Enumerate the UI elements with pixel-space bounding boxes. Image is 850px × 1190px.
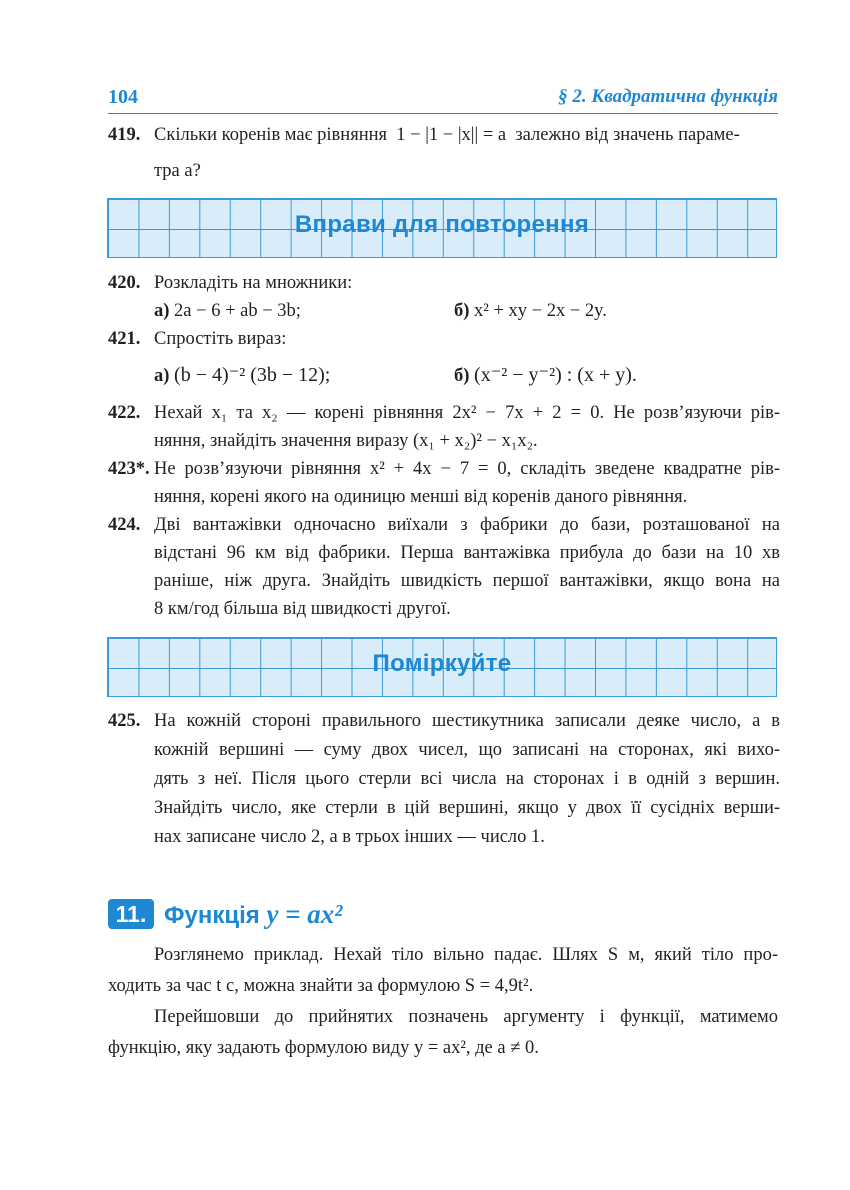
- subitem-label: б): [454, 366, 470, 386]
- problem-number: 425.: [108, 711, 141, 731]
- problem-text-line: [154, 122, 740, 149]
- section-formula: y = ax²: [266, 899, 343, 929]
- expression: (x⁻² − y⁻²) : (x + y).: [474, 364, 637, 386]
- expression: x² + xy − 2x − 2y.: [474, 301, 607, 321]
- problem-text: Спростіть вираз:: [154, 329, 287, 349]
- problem-421: [108, 326, 780, 388]
- problem-text: Скільки коренів має рівняння: [154, 125, 388, 145]
- problem-424: [108, 512, 780, 624]
- section-title-text: Функція: [164, 902, 260, 929]
- body-paragraph-1: [108, 940, 778, 1002]
- page-number: 104: [108, 86, 138, 108]
- problem-text-line: нах записане число 2, а в трьох інших — число 1.: [154, 827, 545, 847]
- problem-text-line: Не розв’язуючи рівняння x² + 4x − 7 = 0, складіть зведене квадратне рів-: [154, 459, 780, 479]
- problem-text-line: дять з неї. Після цього стерли всі числа на сторонах і в одній з вершин.: [154, 769, 780, 789]
- think-band: [107, 637, 777, 697]
- subitem-a: [154, 298, 301, 325]
- equation: 1 − |1 − |x|| = a: [396, 125, 507, 145]
- problem-number: 424.: [108, 515, 141, 535]
- page-header: [108, 86, 778, 112]
- body-paragraph-2: [108, 1002, 778, 1064]
- review-exercises-band: [107, 198, 777, 258]
- band-title: Поміркуйте: [372, 650, 512, 677]
- problem-number: 421.: [108, 329, 141, 349]
- problem-text-line: няння, знайдіть значення виразу (x₁ + x₂)² − x₁x₂.: [154, 431, 538, 451]
- problem-text-line: На кожній стороні правильного шестикутника записали деяке число, а в: [154, 711, 780, 731]
- problem-text-line: 8 км/год більша від швидкості другої.: [154, 599, 451, 619]
- running-section-title: § 2. Квадратична функція: [558, 86, 778, 107]
- section-number-badge: 11.: [108, 899, 154, 929]
- problem-number: 423*.: [108, 459, 150, 479]
- expression: (b − 4)⁻² (3b − 12);: [174, 364, 331, 386]
- problem-number: 419.: [108, 125, 141, 145]
- problem-text-line: няння, корені якого на одиницю менші від коренів даного рівняння.: [154, 487, 688, 507]
- problem-text-line: відстані 96 км від фабрики. Перша вантажівка прибула до бази на 10 хв: [154, 543, 780, 563]
- subitem-b: [454, 298, 607, 325]
- subitem-label: а): [154, 301, 170, 321]
- problem-text-line: Знайдіть число, яке стерли в цій вершині, якщо у двох її сусідніх верши-: [154, 798, 780, 818]
- subitem-b: [454, 362, 637, 390]
- body-line: ходить за час t с, можна знайти за формулою S = 4,9t².: [108, 976, 534, 996]
- problem-text-line: кожній вершині — суму двох чисел, що записані на сторонах, які вихо-: [154, 740, 780, 760]
- body-line: Розглянемо приклад. Нехай тіло вільно падає. Шлях S м, який тіло про-: [154, 945, 778, 965]
- problem-419: [108, 122, 780, 186]
- problem-text-end: залежно від значень параме-: [515, 125, 740, 145]
- problem-number: 422.: [108, 403, 141, 423]
- problem-text-line: раніше, ніж друга. Знайдіть швидкість першої вантажівки, якщо вона на: [154, 571, 780, 591]
- problem-425: [108, 708, 780, 854]
- subitem-label: а): [154, 366, 170, 386]
- expression: 2a − 6 + ab − 3b;: [174, 301, 301, 321]
- problem-text: Розкладіть на множники:: [154, 273, 353, 293]
- body-line: Перейшовши до прийнятих позначень аргументу і функції, матимемо: [154, 1007, 778, 1027]
- problem-420: [108, 270, 780, 326]
- band-title: Вправи для повторення: [294, 211, 590, 238]
- problem-text-line: Нехай x₁ та x₂ — корені рівняння 2x² − 7x + 2 = 0. Не розв’язуючи рів-: [154, 403, 780, 423]
- problem-number: 420.: [108, 273, 141, 293]
- subitem-a: [154, 362, 330, 390]
- body-line: функцію, яку задають формулою виду y = ax², де a ≠ 0.: [108, 1038, 539, 1058]
- problem-text-line: тра a?: [154, 161, 201, 181]
- problem-423: [108, 456, 780, 512]
- problem-text-line: Дві вантажівки одночасно виїхали з фабрики до бази, розташованої на: [154, 515, 780, 535]
- header-rule: [108, 113, 778, 114]
- section-title: [164, 895, 342, 935]
- problem-422: [108, 400, 780, 456]
- subitem-label: б): [454, 301, 470, 321]
